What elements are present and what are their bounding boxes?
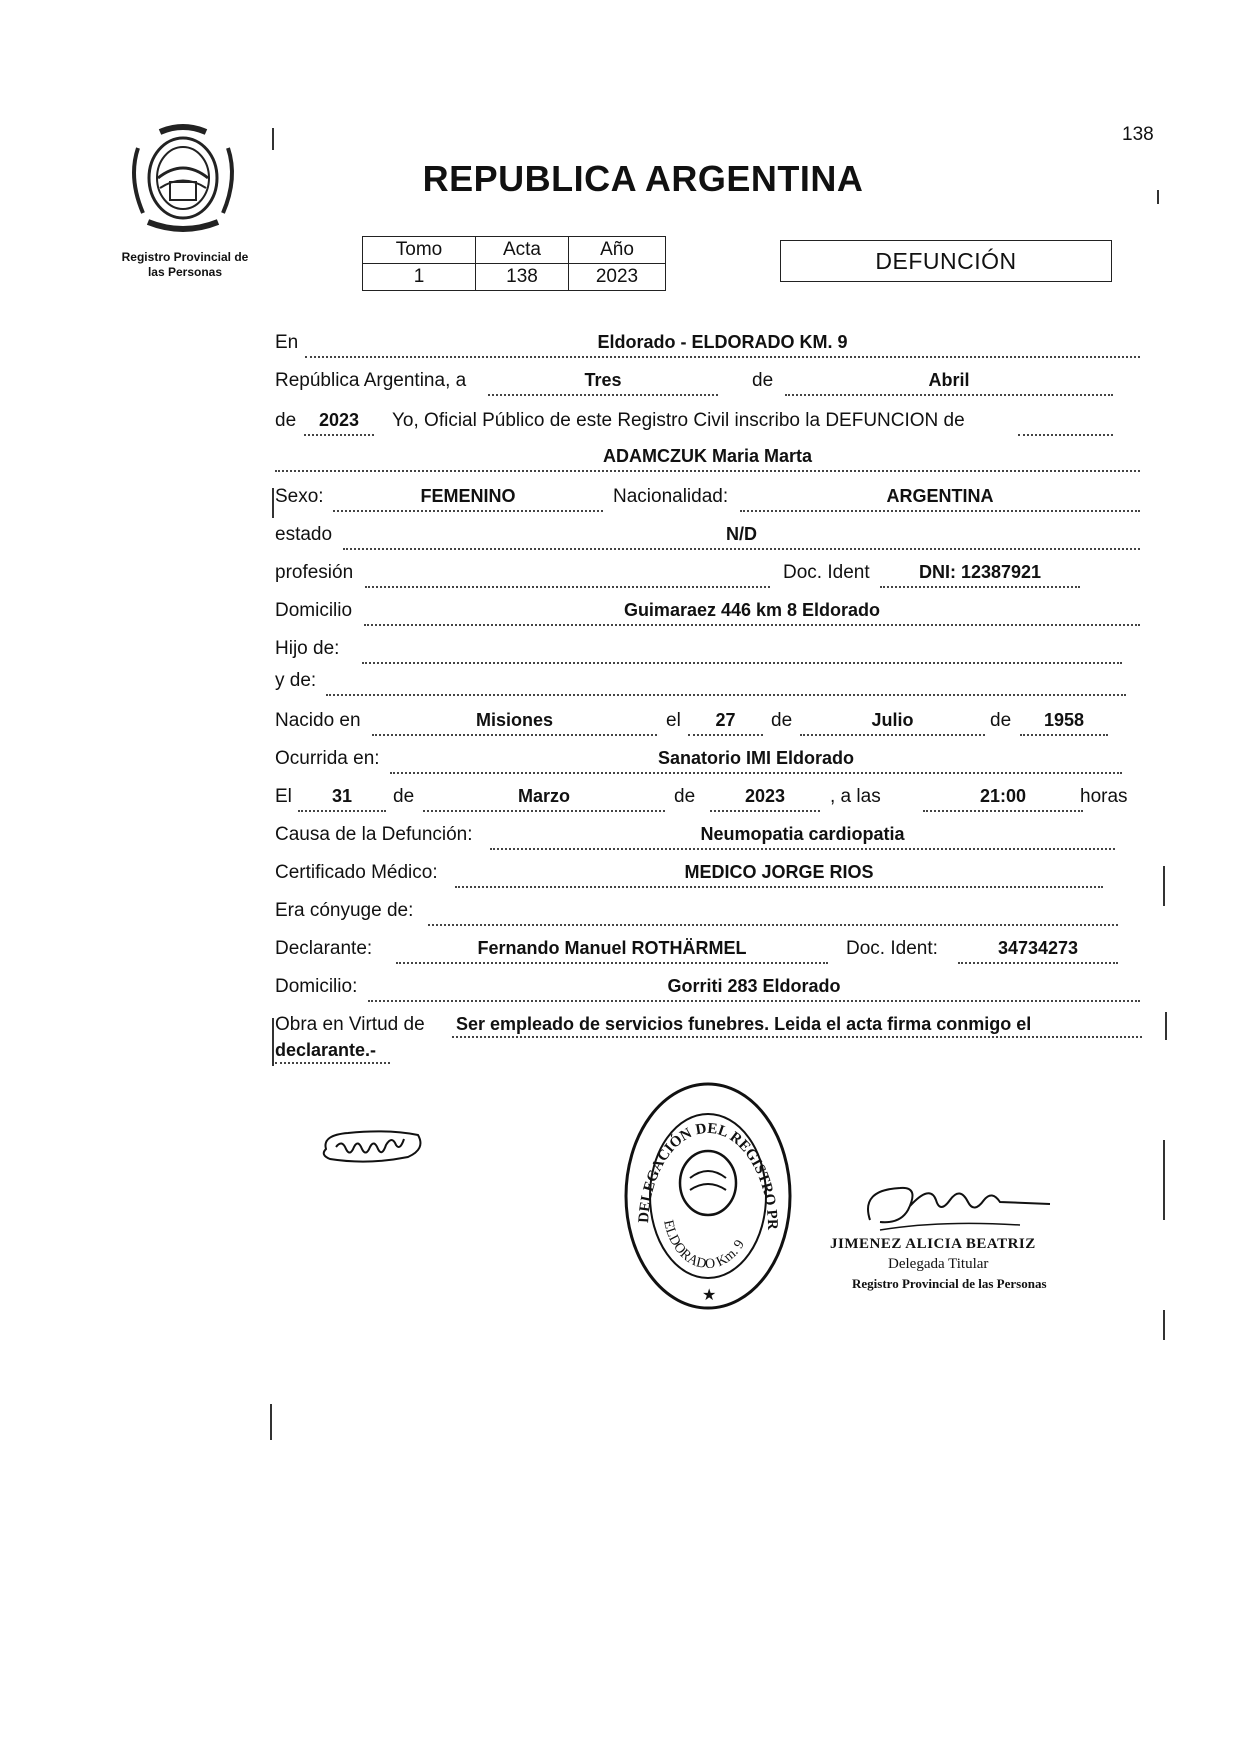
deceased-name: ADAMCZUK Maria Marta <box>275 446 1140 472</box>
nacionalidad-value: ARGENTINA <box>740 486 1140 512</box>
registry-seal <box>618 1078 798 1316</box>
certificado-value: MEDICO JORGE RIOS <box>455 862 1103 888</box>
row-en <box>0 332 1246 358</box>
domicilio-label: Domicilio <box>275 600 353 621</box>
birth-de2-label: de <box>990 710 1012 731</box>
decl-doc-label: Doc. Ident: <box>846 938 938 959</box>
row-republica <box>0 370 1246 396</box>
decl-domicilio-value: Gorriti 283 Eldorado <box>368 976 1140 1002</box>
scan-mark <box>1163 1140 1165 1220</box>
conyuge-value <box>428 900 1118 926</box>
certificado-label: Certificado Médico: <box>275 862 438 883</box>
svg-text:DELEGACIÓN DEL REGISTRO PROVIN <box>618 1078 780 1230</box>
scan-mark <box>1165 1012 1167 1040</box>
row-year <box>0 410 1246 436</box>
sexo-value: FEMENINO <box>333 486 603 512</box>
row-hijo <box>0 638 1246 664</box>
row-domicilio <box>0 600 1246 626</box>
scan-mark <box>272 128 274 150</box>
official-name: JIMENEZ ALICIA BEATRIZ <box>830 1236 1036 1252</box>
row-decl-domicilio <box>0 976 1246 1002</box>
birth-month: Julio <box>800 710 985 736</box>
death-de2-label: de <box>674 786 696 807</box>
seal-star-icon: ★ <box>702 1287 717 1304</box>
decl-doc-value: 34734273 <box>958 938 1118 964</box>
scan-mark <box>272 1018 274 1066</box>
hijo-value <box>362 638 1122 664</box>
scan-mark <box>272 488 274 518</box>
ocurrida-label: Ocurrida en: <box>275 748 380 769</box>
ocurrida-value: Sanatorio IMI Eldorado <box>390 748 1122 774</box>
birth-de-label: de <box>771 710 793 731</box>
row-declarante <box>0 938 1246 964</box>
death-time: 21:00 <box>923 786 1083 812</box>
row-yde <box>0 670 1246 696</box>
nacionalidad-label: Nacionalidad: <box>613 486 729 507</box>
row-death-date <box>0 786 1246 812</box>
row-sexo <box>0 486 1246 512</box>
causa-label: Causa de la Defunción: <box>275 824 473 845</box>
death-month: Marzo <box>423 786 665 812</box>
sexo-label: Sexo: <box>275 486 324 507</box>
en-value: Eldorado - ELDORADO KM. 9 <box>305 332 1140 358</box>
yde-value <box>326 670 1126 696</box>
obra-value-line2: declarante.- <box>275 1040 390 1064</box>
scan-mark <box>1163 1310 1165 1340</box>
acta-header: Acta <box>476 237 569 264</box>
ano-value: 2023 <box>569 264 666 291</box>
row-estado <box>0 524 1246 550</box>
page-number: 138 <box>1122 124 1154 145</box>
acta-value: 138 <box>476 264 569 291</box>
obra-value-line1: Ser empleado de servicios funebres. Leida el acta firma conmigo el <box>452 1014 1142 1038</box>
en-label: En <box>275 332 299 353</box>
tomo-header: Tomo <box>363 237 476 264</box>
page-title: REPUBLICA ARGENTINA <box>422 158 864 199</box>
obra-label: Obra en Virtud de <box>275 1014 425 1035</box>
row-profesion <box>0 562 1246 588</box>
row-nacido <box>0 710 1246 736</box>
scan-mark <box>1157 190 1159 204</box>
birth-day: 27 <box>688 710 763 736</box>
yo-fill <box>1018 410 1113 436</box>
day-text: Tres <box>488 370 718 396</box>
svg-text:ELDORADO Km. 9 <box>660 1219 748 1273</box>
year-value: 2023 <box>304 410 374 436</box>
nacido-label: Nacido en <box>275 710 361 731</box>
death-de-label: de <box>393 786 415 807</box>
horas-label: horas <box>1080 786 1128 807</box>
decl-domicilio-label: Domicilio: <box>275 976 358 997</box>
declarant-signature <box>318 1125 428 1169</box>
registry-caption: Registro Provincial de las Personas <box>121 250 249 279</box>
doc-ident-label: Doc. Ident <box>783 562 870 583</box>
tomo-value: 1 <box>363 264 476 291</box>
scan-mark <box>270 1404 272 1440</box>
month-text: Abril <box>785 370 1113 396</box>
profesion-value <box>365 562 770 588</box>
row-obra-2 <box>0 1040 1246 1066</box>
seal-outer-text: DELEGACIÓN DEL REGISTRO PR <box>636 1120 781 1231</box>
republica-label: República Argentina, a <box>275 370 467 391</box>
estado-label: estado <box>275 524 333 545</box>
alas-label: , a las <box>830 786 881 807</box>
death-year: 2023 <box>710 786 820 812</box>
official-signature <box>850 1170 1060 1240</box>
row-deceased-name <box>0 446 1246 472</box>
de-label: de <box>752 370 774 391</box>
birth-year: 1958 <box>1020 710 1108 736</box>
yo-text: Yo, Oficial Público de este Registro Civil inscribo la DEFUNCION de <box>392 410 965 431</box>
row-conyuge <box>0 900 1246 926</box>
domicilio-value: Guimaraez 446 km 8 Eldorado <box>364 600 1140 626</box>
document-type-box: DEFUNCIÓN <box>780 240 1112 282</box>
profesion-label: profesión <box>275 562 354 583</box>
official-role: Delegada Titular <box>888 1256 989 1272</box>
yde-label: y de: <box>275 670 317 691</box>
seal-graphic <box>618 1078 798 1316</box>
conyuge-label: Era cónyuge de: <box>275 900 414 921</box>
hijo-label: Hijo de: <box>275 638 340 659</box>
ano-header: Año <box>569 237 666 264</box>
declarante-label: Declarante: <box>275 938 373 959</box>
seal-inner-text: ELDORADO Km. 9 <box>660 1218 748 1273</box>
scan-mark <box>1163 866 1165 906</box>
declarante-value: Fernando Manuel ROTHÄRMEL <box>396 938 828 964</box>
register-table <box>362 236 666 291</box>
row-obra <box>0 1014 1246 1040</box>
el2-label: El <box>275 786 292 807</box>
el-label: el <box>666 710 681 731</box>
official-org: Registro Provincial de las Personas <box>852 1276 1047 1291</box>
death-day: 31 <box>298 786 386 812</box>
row-certificado <box>0 862 1246 888</box>
nacido-value: Misiones <box>372 710 657 736</box>
row-ocurrida <box>0 748 1246 774</box>
row-causa <box>0 824 1246 850</box>
estado-value: N/D <box>343 524 1140 550</box>
doc-ident-value: DNI: 12387921 <box>880 562 1080 588</box>
de2-label: de <box>275 410 297 431</box>
causa-value: Neumopatia cardiopatia <box>490 824 1115 850</box>
